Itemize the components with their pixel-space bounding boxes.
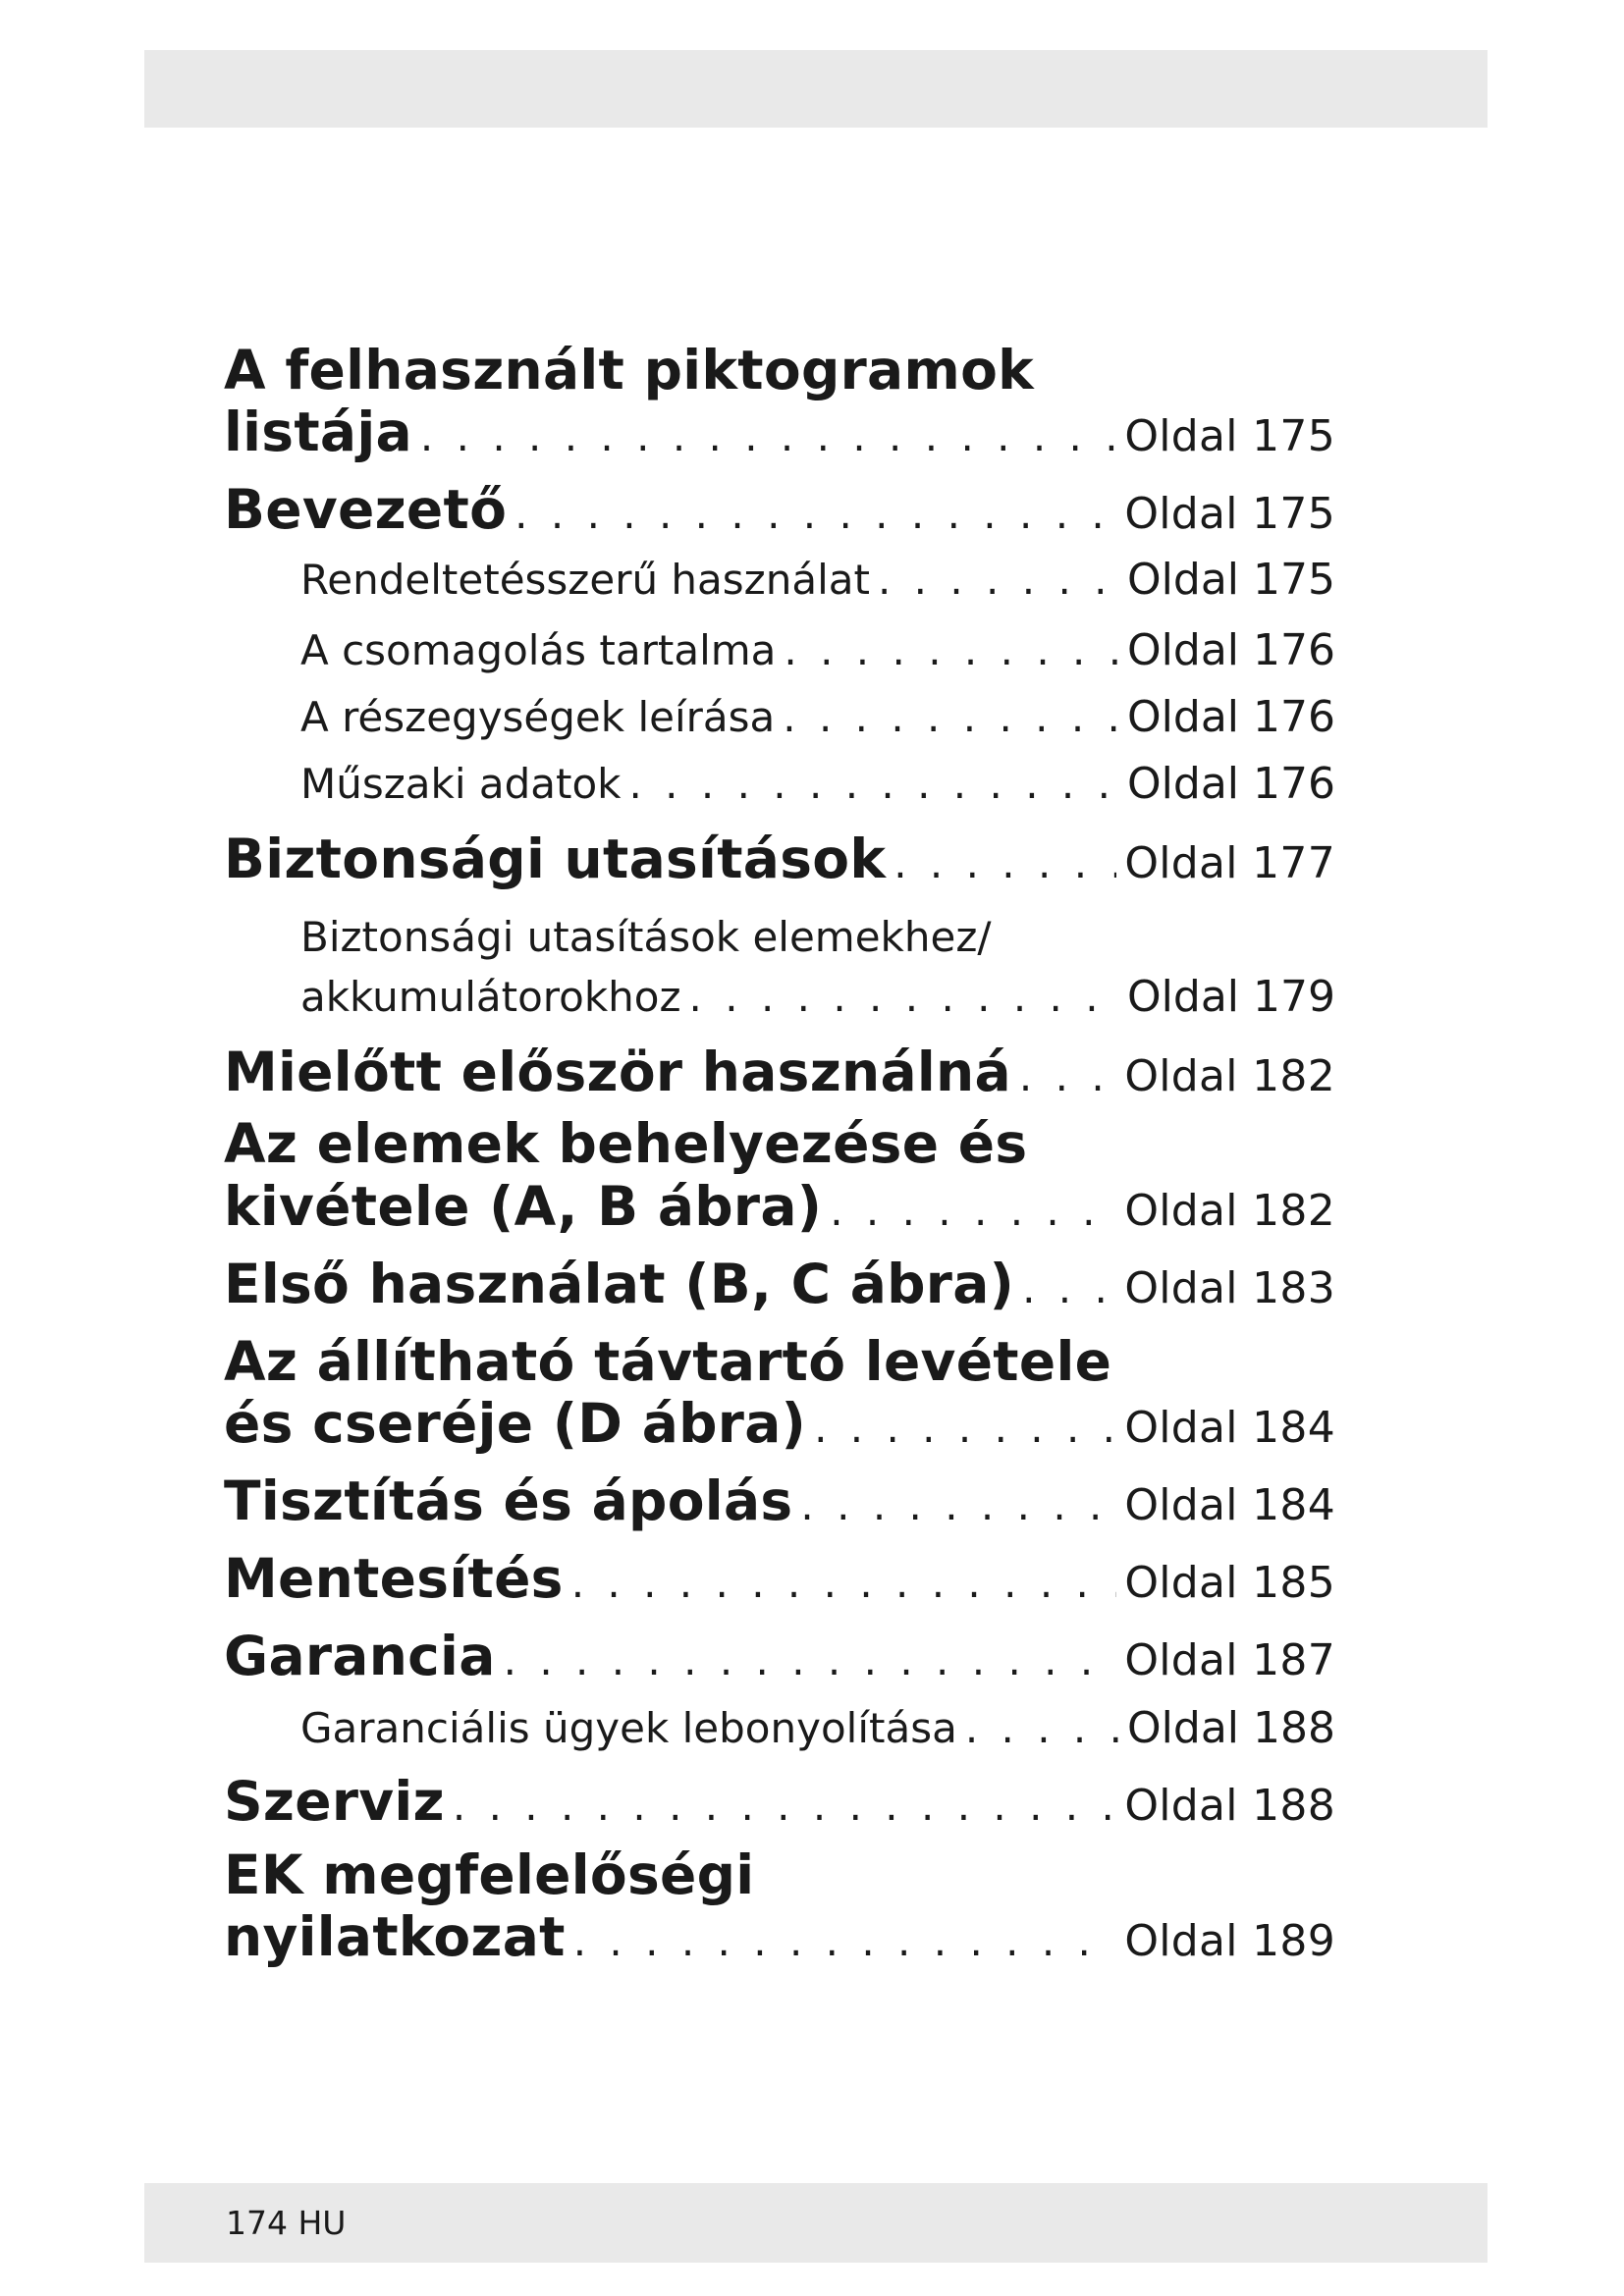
toc-leader-dots: [783, 693, 1119, 741]
toc-entry[interactable]: [224, 478, 1335, 541]
toc-entry[interactable]: [224, 1392, 1335, 1455]
toc-entry[interactable]: [224, 1253, 1335, 1315]
toc-page-number: Oldal 188: [1127, 1703, 1335, 1753]
toc-leader-dots: [453, 1782, 1116, 1830]
toc-leader-dots: [504, 1636, 1117, 1684]
toc-entry[interactable]: [224, 400, 1335, 463]
toc-leader-dots: [571, 1559, 1117, 1607]
toc-page-number: Oldal 182: [1124, 1051, 1335, 1101]
toc-leader-dots: [893, 839, 1116, 887]
toc-page-number: Oldal 177: [1124, 838, 1335, 888]
toc-page-number: Oldal 176: [1127, 625, 1335, 675]
toc-title: Mentesítés: [224, 1547, 564, 1610]
toc-page-number: Oldal 184: [1124, 1403, 1335, 1453]
toc-page-number: Oldal 175: [1124, 489, 1335, 539]
toc-page-number: Oldal 185: [1124, 1558, 1335, 1608]
toc-subentry[interactable]: [300, 555, 1335, 605]
toc-title: Garanciális ügyek lebonyolítása: [300, 1704, 957, 1752]
toc-title-line: EK megfelelőségi: [224, 1843, 755, 1906]
toc-subentry[interactable]: [300, 972, 1335, 1022]
toc-page-number: Oldal 176: [1127, 692, 1335, 742]
toc-title-line: Az állítható távtartó levétele: [224, 1330, 1112, 1393]
toc-title: Garancia: [224, 1625, 496, 1687]
toc-title: A csomagolás tartalma: [300, 626, 777, 674]
toc-leader-dots: [514, 490, 1116, 538]
toc-subentry[interactable]: [300, 1703, 1335, 1753]
toc-subentry[interactable]: [300, 625, 1335, 675]
toc-title: Bevezető: [224, 478, 508, 541]
toc-page-number: Oldal 175: [1124, 411, 1335, 461]
toc-page-number: Oldal 183: [1124, 1263, 1335, 1313]
toc-page-number: Oldal 188: [1124, 1781, 1335, 1831]
toc-page-number: Oldal 184: [1124, 1480, 1335, 1530]
toc-entry[interactable]: [224, 1770, 1335, 1833]
toc-entry[interactable]: [224, 1905, 1335, 1968]
toc-leader-dots: [830, 1187, 1116, 1235]
toc-page-number: Oldal 176: [1127, 759, 1335, 809]
toc-page-number: Oldal 175: [1127, 555, 1335, 605]
toc-entry[interactable]: [224, 1547, 1335, 1610]
toc-page-number: Oldal 187: [1124, 1635, 1335, 1685]
toc-leader-dots: [965, 1704, 1119, 1752]
toc-leader-dots: [784, 626, 1119, 674]
toc-title: Rendeltetésszerű használat: [300, 556, 870, 604]
toc-leader-dots: [1022, 1264, 1116, 1312]
toc-title: nyilatkozat: [224, 1905, 566, 1968]
toc-entry[interactable]: [224, 828, 1335, 890]
toc-title-line: Az elemek behelyezése és: [224, 1112, 1028, 1175]
toc-leader-dots: [628, 760, 1119, 808]
toc-title: kivétele (A, B ábra): [224, 1175, 823, 1238]
toc-title: listája: [224, 400, 412, 463]
toc-title-line: A felhasznált piktogramok: [224, 339, 1035, 401]
toc-subentry[interactable]: [300, 759, 1335, 809]
toc-page-number: Oldal 189: [1124, 1916, 1335, 1966]
toc-entry[interactable]: [224, 1175, 1335, 1238]
toc-leader-dots: [420, 412, 1116, 460]
toc-subentry[interactable]: [300, 692, 1335, 742]
toc-title: és cseréje (D ábra): [224, 1392, 807, 1455]
toc-title: Szerviz: [224, 1770, 445, 1833]
toc-title: Műszaki adatok: [300, 760, 622, 808]
toc-title: Tisztítás és ápolás: [224, 1469, 793, 1532]
toc-title: Mielőtt először használná: [224, 1041, 1011, 1103]
toc-entry[interactable]: [224, 1625, 1335, 1687]
toc-title: A részegységek leírása: [300, 693, 776, 741]
toc-page-number: Oldal 179: [1127, 972, 1335, 1022]
toc-title-line: Biztonsági utasítások elemekhez/: [300, 913, 992, 961]
toc-leader-dots: [573, 1917, 1117, 1965]
page-number-label: 174 HU: [226, 2204, 347, 2242]
toc-title: akkumulátorokhoz: [300, 973, 681, 1021]
toc-title: Biztonsági utasítások: [224, 828, 887, 890]
toc-leader-dots: [814, 1404, 1116, 1452]
toc-page-number: Oldal 182: [1124, 1186, 1335, 1236]
toc-entry[interactable]: [224, 1469, 1335, 1532]
toc-entry[interactable]: [224, 1041, 1335, 1103]
toc-leader-dots: [689, 973, 1120, 1021]
toc-leader-dots: [878, 556, 1119, 604]
toc-leader-dots: [800, 1481, 1116, 1529]
toc-leader-dots: [1019, 1052, 1116, 1100]
toc-title: Első használat (B, C ábra): [224, 1253, 1015, 1315]
